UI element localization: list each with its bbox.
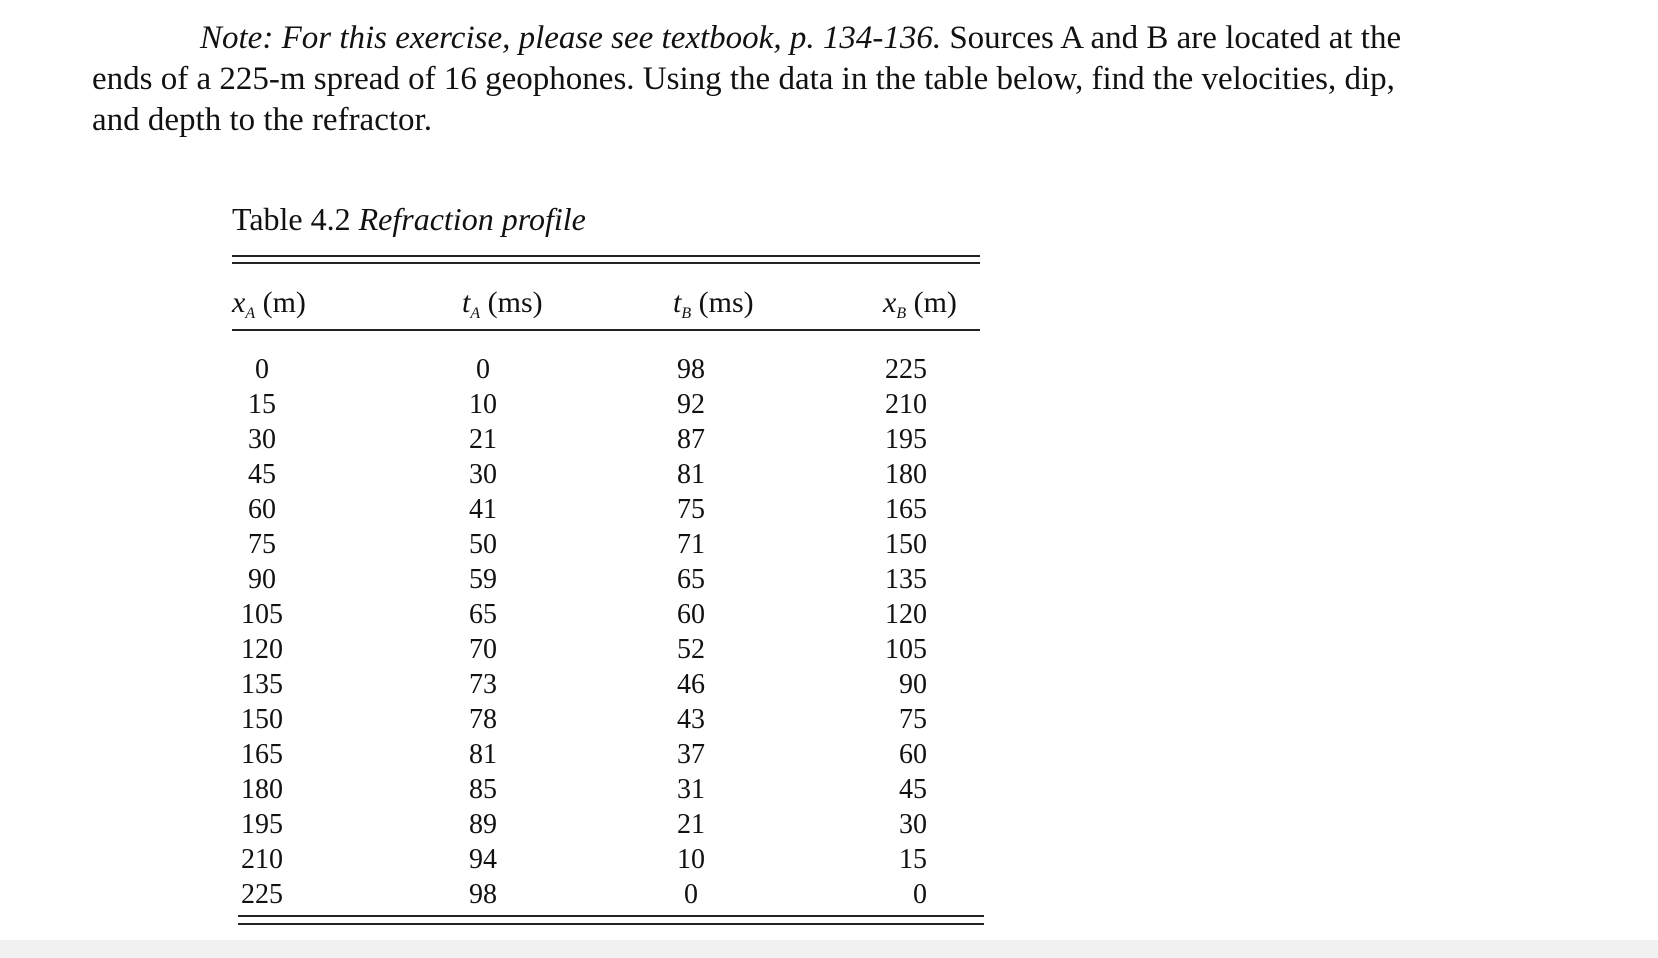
table-cell: 135: [241, 669, 283, 700]
table-cell: 210: [241, 844, 283, 875]
table-cell: 81: [677, 459, 705, 490]
table-cell: 135: [885, 564, 927, 595]
table-cell: 81: [469, 739, 497, 770]
table-cell: 165: [885, 494, 927, 525]
header-ta: $t_A$ (ms): [462, 286, 543, 322]
table-cell: 65: [677, 564, 705, 595]
table-cell: 78: [469, 704, 497, 735]
table-cell: 165: [241, 739, 283, 770]
table-cell: 150: [241, 704, 283, 735]
table-number: Table 4.2: [232, 201, 351, 237]
table-cell: 90: [899, 669, 927, 700]
table-cell: 21: [677, 809, 705, 840]
table-caption: [232, 201, 586, 238]
table-cell: 43: [677, 704, 705, 735]
table-cell: 210: [885, 389, 927, 420]
table-cell: 120: [885, 599, 927, 630]
table-cell: 15: [248, 389, 276, 420]
table-top-rule-2: [232, 262, 980, 264]
table-cell: 105: [885, 634, 927, 665]
table-cell: 31: [677, 774, 705, 805]
header-xb: $x_B$ (m): [883, 286, 957, 322]
table-cell: 10: [677, 844, 705, 875]
table-title: Refraction profile: [358, 201, 586, 237]
table-cell: 60: [677, 599, 705, 630]
table-cell: 98: [469, 879, 497, 910]
column-tb: [651, 352, 731, 912]
column-xa: [222, 352, 302, 912]
table-cell: 195: [885, 424, 927, 455]
table-cell: 98: [677, 354, 705, 385]
table-cell: 75: [677, 494, 705, 525]
table-cell: 46: [677, 669, 705, 700]
table-bottom-rule-1: [238, 915, 984, 917]
note-body: Sources A and B are located at the ends of a 225-m spread of 16 geophones. Using the data in the table below, find the velocities, dip, and depth to the refractor.: [92, 20, 1402, 138]
note-reference: Note: For this exercise, please see textbook, p. 134-136.: [200, 20, 942, 56]
table-cell: 52: [677, 634, 705, 665]
table-cell: 75: [899, 704, 927, 735]
table-cell: 59: [469, 564, 497, 595]
exercise-note: [92, 18, 1422, 141]
page-bottom-shade: [0, 940, 1658, 958]
table-cell: 120: [241, 634, 283, 665]
table-bottom-rule-2: [238, 923, 984, 925]
table-cell: 87: [677, 424, 705, 455]
table-cell: 85: [469, 774, 497, 805]
table-cell: 94: [469, 844, 497, 875]
table-cell: 73: [469, 669, 497, 700]
table-cell: 21: [469, 424, 497, 455]
table-cell: 10: [469, 389, 497, 420]
table-header-rule: [232, 329, 980, 331]
column-ta: [443, 352, 523, 912]
table-cell: 195: [241, 809, 283, 840]
table-cell: 15: [899, 844, 927, 875]
table-cell: 92: [677, 389, 705, 420]
header-xa: $x_A$ (m): [232, 286, 306, 322]
table-cell: 150: [885, 529, 927, 560]
table-cell: 41: [469, 494, 497, 525]
table-cell: 50: [469, 529, 497, 560]
table-cell: 105: [241, 599, 283, 630]
table-cell: 180: [241, 774, 283, 805]
table-cell: 0: [255, 354, 269, 385]
table-cell: 30: [248, 424, 276, 455]
table-cell: 30: [469, 459, 497, 490]
table-top-rule-1: [232, 255, 980, 257]
table-cell: 89: [469, 809, 497, 840]
table-cell: 45: [248, 459, 276, 490]
table-cell: 30: [899, 809, 927, 840]
table-cell: 225: [241, 879, 283, 910]
table-cell: 70: [469, 634, 497, 665]
header-tb: $t_B$ (ms): [673, 286, 754, 322]
table-cell: 180: [885, 459, 927, 490]
table-cell: 65: [469, 599, 497, 630]
table-cell: 90: [248, 564, 276, 595]
table-cell: 60: [248, 494, 276, 525]
table-cell: 45: [899, 774, 927, 805]
column-xb: [847, 352, 927, 912]
table-cell: 0: [476, 354, 490, 385]
table-cell: 0: [913, 879, 927, 910]
table-cell: 75: [248, 529, 276, 560]
table-cell: 225: [885, 354, 927, 385]
table-cell: 71: [677, 529, 705, 560]
table-cell: 60: [899, 739, 927, 770]
table-cell: 37: [677, 739, 705, 770]
table-cell: 0: [684, 879, 698, 910]
